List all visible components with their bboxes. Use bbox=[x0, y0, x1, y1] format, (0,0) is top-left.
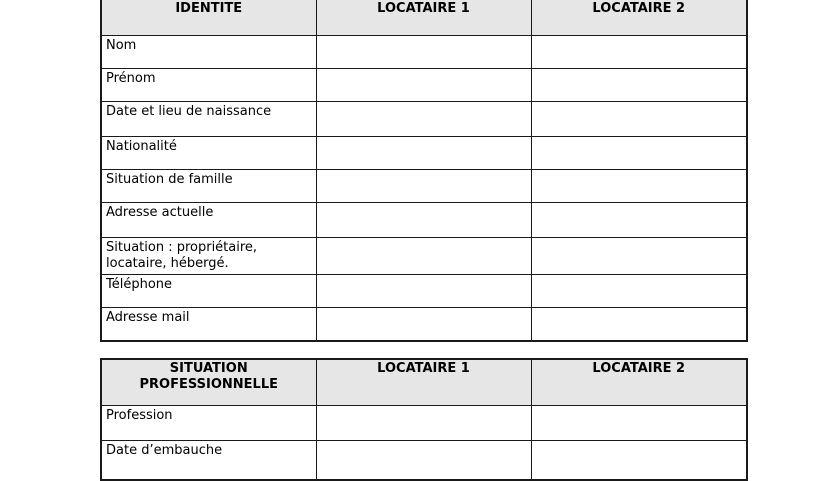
row-label-famille: Situation de famille bbox=[101, 169, 316, 202]
locataire-1-telephone-field[interactable] bbox=[316, 274, 531, 307]
row-label-telephone: Téléphone bbox=[101, 274, 316, 307]
table-row bbox=[101, 307, 747, 341]
locataire-2-situation-field[interactable] bbox=[531, 237, 747, 274]
row-label-embauche: Date d’embauche bbox=[101, 440, 316, 480]
row-label-situation: Situation : propriétaire, locataire, hébergé. bbox=[101, 237, 316, 274]
locataire-2-telephone-field[interactable] bbox=[531, 274, 747, 307]
row-label-mail: Adresse mail bbox=[101, 307, 316, 341]
locataire-1-nationalite-field[interactable] bbox=[316, 136, 531, 169]
table-row bbox=[101, 136, 747, 169]
header-situation-professionnelle: SITUATION PROFESSIONNELLE bbox=[101, 359, 316, 405]
locataire-2-adresse-field[interactable] bbox=[531, 202, 747, 237]
row-label-nom: Nom bbox=[101, 35, 316, 68]
locataire-2-embauche-field[interactable] bbox=[531, 440, 747, 480]
row-label-prenom: Prénom bbox=[101, 68, 316, 101]
table-row bbox=[101, 274, 747, 307]
table-row bbox=[101, 237, 747, 274]
locataire-1-naissance-field[interactable] bbox=[316, 101, 531, 136]
header-locataire-2: LOCATAIRE 2 bbox=[531, 359, 747, 405]
locataire-2-naissance-field[interactable] bbox=[531, 101, 747, 136]
row-label-profession: Profession bbox=[101, 405, 316, 440]
header-locataire-1: LOCATAIRE 1 bbox=[316, 359, 531, 405]
identite-table bbox=[100, 0, 748, 342]
locataire-1-mail-field[interactable] bbox=[316, 307, 531, 341]
header-locataire-2: LOCATAIRE 2 bbox=[531, 0, 747, 35]
table-row bbox=[101, 68, 747, 101]
table-row bbox=[101, 101, 747, 136]
situation-professionnelle-table bbox=[100, 358, 748, 481]
locataire-2-nationalite-field[interactable] bbox=[531, 136, 747, 169]
row-label-nationalite: Nationalité bbox=[101, 136, 316, 169]
locataire-2-profession-field[interactable] bbox=[531, 405, 747, 440]
locataire-1-prenom-field[interactable] bbox=[316, 68, 531, 101]
table-row bbox=[101, 440, 747, 480]
table-row bbox=[101, 202, 747, 237]
table-row bbox=[101, 35, 747, 68]
locataire-2-prenom-field[interactable] bbox=[531, 68, 747, 101]
table-row bbox=[101, 405, 747, 440]
table-header-row bbox=[101, 359, 747, 405]
header-locataire-1: LOCATAIRE 1 bbox=[316, 0, 531, 35]
locataire-2-mail-field[interactable] bbox=[531, 307, 747, 341]
locataire-1-embauche-field[interactable] bbox=[316, 440, 531, 480]
header-identite: IDENTITE bbox=[101, 0, 316, 35]
row-label-adresse: Adresse actuelle bbox=[101, 202, 316, 237]
locataire-2-nom-field[interactable] bbox=[531, 35, 747, 68]
row-label-naissance: Date et lieu de naissance bbox=[101, 101, 316, 136]
locataire-1-adresse-field[interactable] bbox=[316, 202, 531, 237]
locataire-1-profession-field[interactable] bbox=[316, 405, 531, 440]
locataire-1-nom-field[interactable] bbox=[316, 35, 531, 68]
table-header-row bbox=[101, 0, 747, 35]
table-row bbox=[101, 169, 747, 202]
locataire-1-situation-field[interactable] bbox=[316, 237, 531, 274]
locataire-2-famille-field[interactable] bbox=[531, 169, 747, 202]
locataire-1-famille-field[interactable] bbox=[316, 169, 531, 202]
